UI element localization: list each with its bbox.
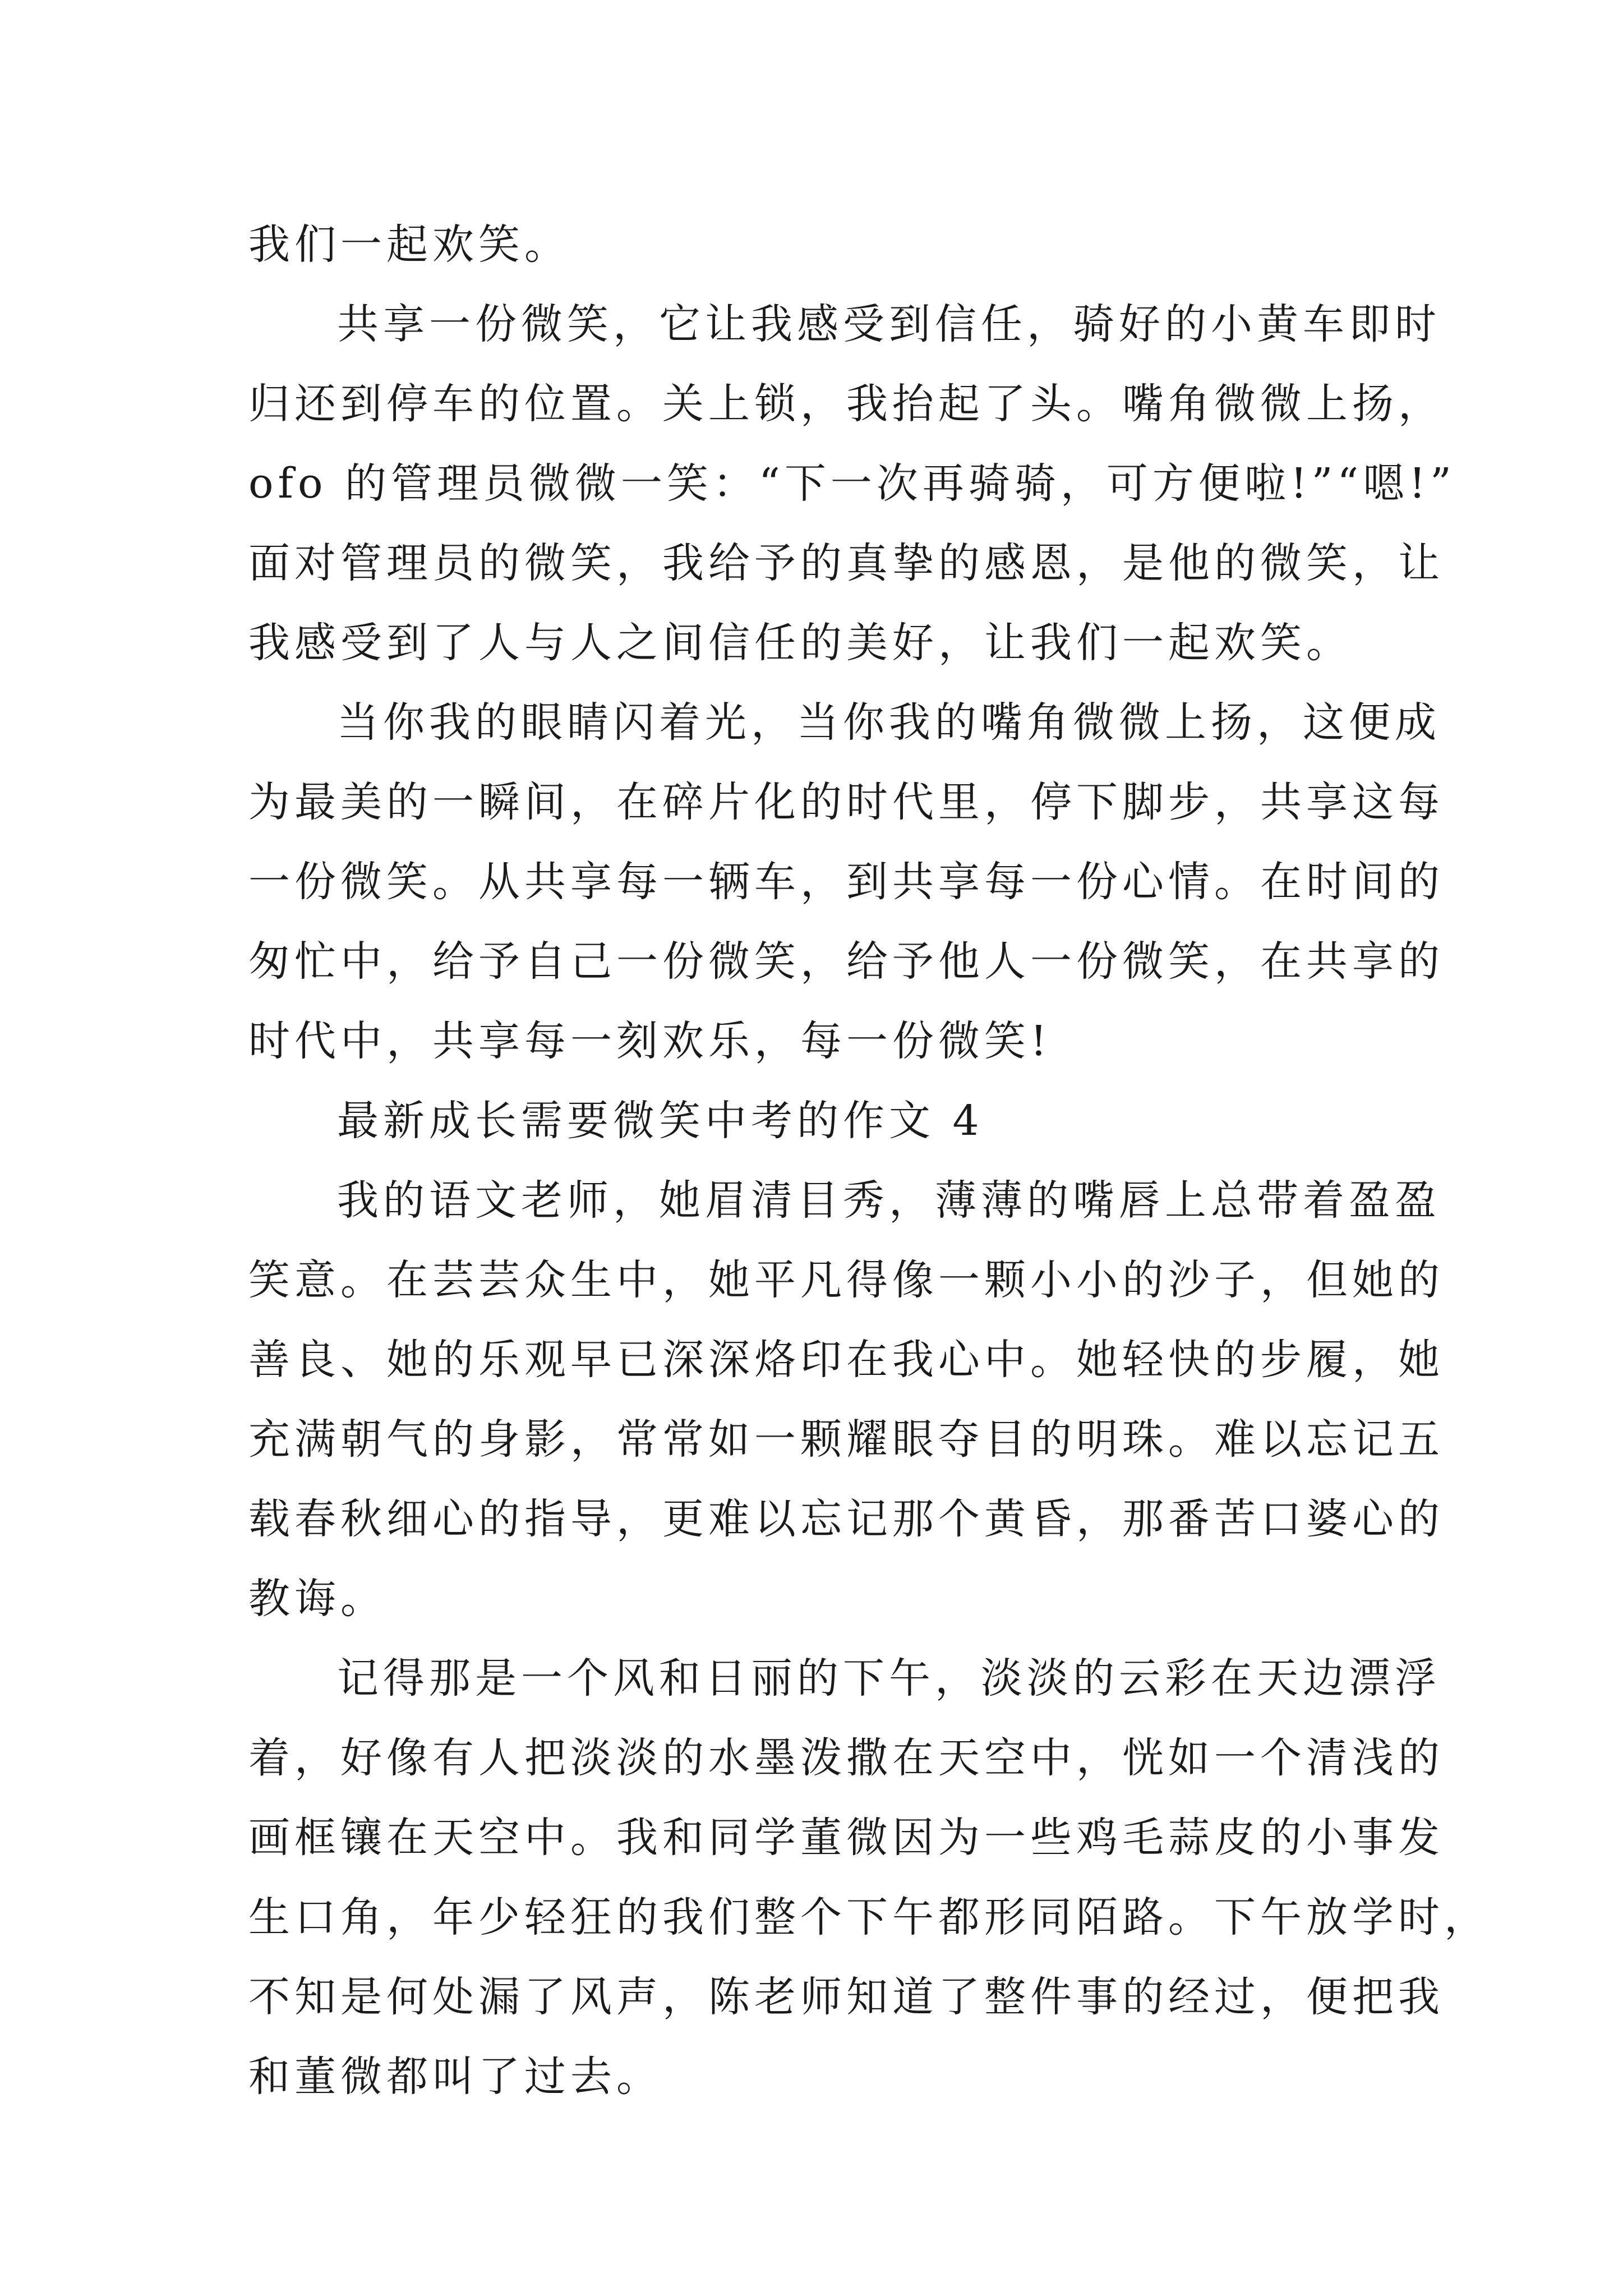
text-line: 载春秋细心的指导，更难以忘记那个黄昏，那番苦口婆心的: [248, 1495, 1444, 1543]
text-line: 为最美的一瞬间，在碎片化的时代里，停下脚步，共享这每: [248, 778, 1444, 826]
text-line: 一份微笑。从共享每一辆车，到共享每一份心情。在时间的: [248, 858, 1444, 906]
section-heading: 最新成长需要微笑中考的作文 4: [337, 1097, 984, 1145]
text-line: 匆忙中，给予自己一份微笑，给予他人一份微笑，在共享的: [248, 937, 1444, 986]
text-line: 记得那是一个风和日丽的下午，淡淡的云彩在天边漂浮: [337, 1654, 1441, 1703]
text-line: 画框镶在天空中。我和同学董微因为一些鸡毛蒜皮的小事发: [248, 1814, 1444, 1862]
text-line: 教诲。: [248, 1575, 386, 1623]
text-line: 着，好像有人把淡淡的水墨泼撒在天空中，恍如一个清浅的: [248, 1734, 1444, 1782]
text-line: 不知是何处漏了风声，陈老师知道了整件事的经过，便把我: [248, 1973, 1444, 2021]
text-line: 归还到停车的位置。关上锁，我抬起了头。嘴角微微上扬，: [248, 380, 1444, 428]
text-line: 我的语文老师，她眉清目秀，薄薄的嘴唇上总带着盈盈: [337, 1176, 1441, 1225]
text-line: ofo 的管理员微微一笑：“下一次再骑骑，可方便啦!”“嗯!”: [248, 459, 1456, 508]
text-line: 当你我的眼睛闪着光，当你我的嘴角微微上扬，这便成: [337, 698, 1441, 747]
text-line: 生口角，年少轻狂的我们整个下午都形同陌路。下午放学时，: [248, 1893, 1490, 1941]
text-line: 面对管理员的微笑，我给予的真挚的感恩，是他的微笑，让: [248, 539, 1444, 587]
text-line: 充满朝气的身影，常常如一颗耀眼夺目的明珠。难以忘记五: [248, 1415, 1444, 1464]
body-text: [248, 205, 1490, 2116]
text-line: 善良、她的乐观早已深深烙印在我心中。她轻快的步履，她: [248, 1336, 1444, 1384]
text-line: 共享一份微笑，它让我感受到信任，骑好的小黄车即时: [337, 300, 1441, 348]
text-line: 时代中，共享每一刻欢乐，每一份微笑!: [248, 1017, 1052, 1065]
text-line: 我感受到了人与人之间信任的美好，让我们一起欢笑。: [248, 619, 1352, 667]
text-line: 和董微都叫了过去。: [248, 2053, 662, 2101]
text-line: 我们一起欢笑。: [248, 220, 570, 269]
text-line: 笑意。在芸芸众生中，她平凡得像一颗小小的沙子，但她的: [248, 1256, 1444, 1304]
